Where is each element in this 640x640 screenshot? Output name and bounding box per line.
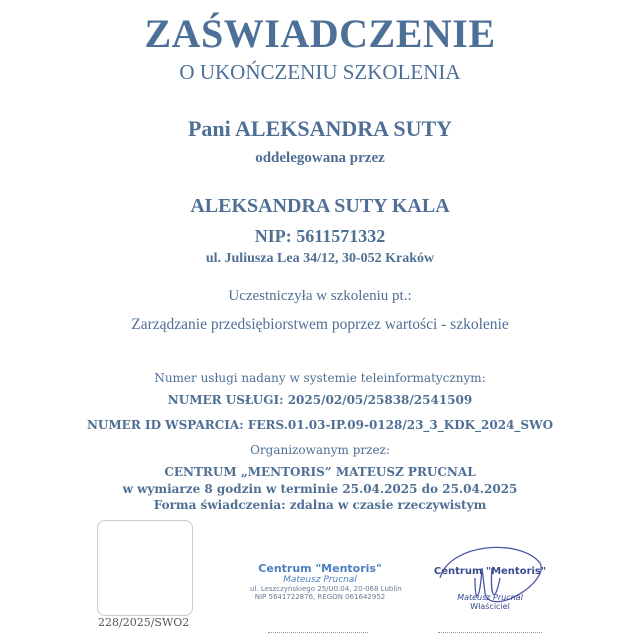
stamp-company-name: Centrum "Mentoris" [258, 562, 382, 575]
service-number: NUMER USŁUGI: 2025/02/05/25838/2541509 [167, 393, 473, 407]
document-subtitle: O UKOŃCZENIU SZKOLENIA [179, 60, 461, 84]
company-stamp [250, 562, 402, 601]
company-name: ALEKSANDRA SUTY KALA [190, 195, 450, 217]
stamp-person: Mateusz Prucnal [457, 593, 523, 602]
organizer-name: CENTRUM „MENTORIS” MATEUSZ PRUCNAL [164, 465, 476, 479]
company-address: ul. Juliusza Lea 34/12, 30-052 Kraków [205, 251, 435, 266]
company-nip: NIP: 5611571332 [254, 226, 386, 246]
stamp-role: Właściciel [470, 602, 510, 611]
reference-number: 228/2025/SWO2 [98, 616, 190, 629]
delegated-by-label: oddelegowana przez [255, 150, 385, 166]
organized-by-label: Organizowanym przez: [250, 443, 390, 457]
stamp-address: ul. Leszczyńskiego 25/U0.04, 20-068 Lublin [250, 585, 402, 593]
course-title: Zarządzanie przedsiębiorstwem poprzez wartości - szkolenie [131, 316, 509, 333]
stamp-ids: NIP 5641722876, REGON 061642952 [254, 593, 386, 601]
participated-label: Uczestniczyła w szkoleniu pt.: [228, 288, 412, 304]
owner-stamp [430, 566, 550, 611]
service-number-label: Numer usługi nadany w systemie teleinformatycznym: [154, 371, 486, 385]
stamp-company-name: Centrum "Mentoris" [433, 566, 547, 577]
signature-line [438, 632, 542, 633]
stamp-person: Mateusz Prucnal [283, 575, 357, 585]
duration: w wymiarze 8 godzin w terminie 25.04.2025 do 25.04.2025 [122, 482, 518, 496]
delivery-form: Forma świadczenia: zdalna w czasie rzeczywistym [153, 498, 487, 512]
support-id: NUMER ID WSPARCIA: FERS.01.03-IP.09-0128/23_3_KDK_2024_SWO [86, 418, 554, 432]
signature-line [268, 632, 368, 633]
document-title: ZAŚWIADCZENIE [144, 11, 496, 56]
photo-placeholder [97, 520, 193, 616]
recipient-name: Pani ALEKSANDRA SUTY [187, 116, 453, 141]
